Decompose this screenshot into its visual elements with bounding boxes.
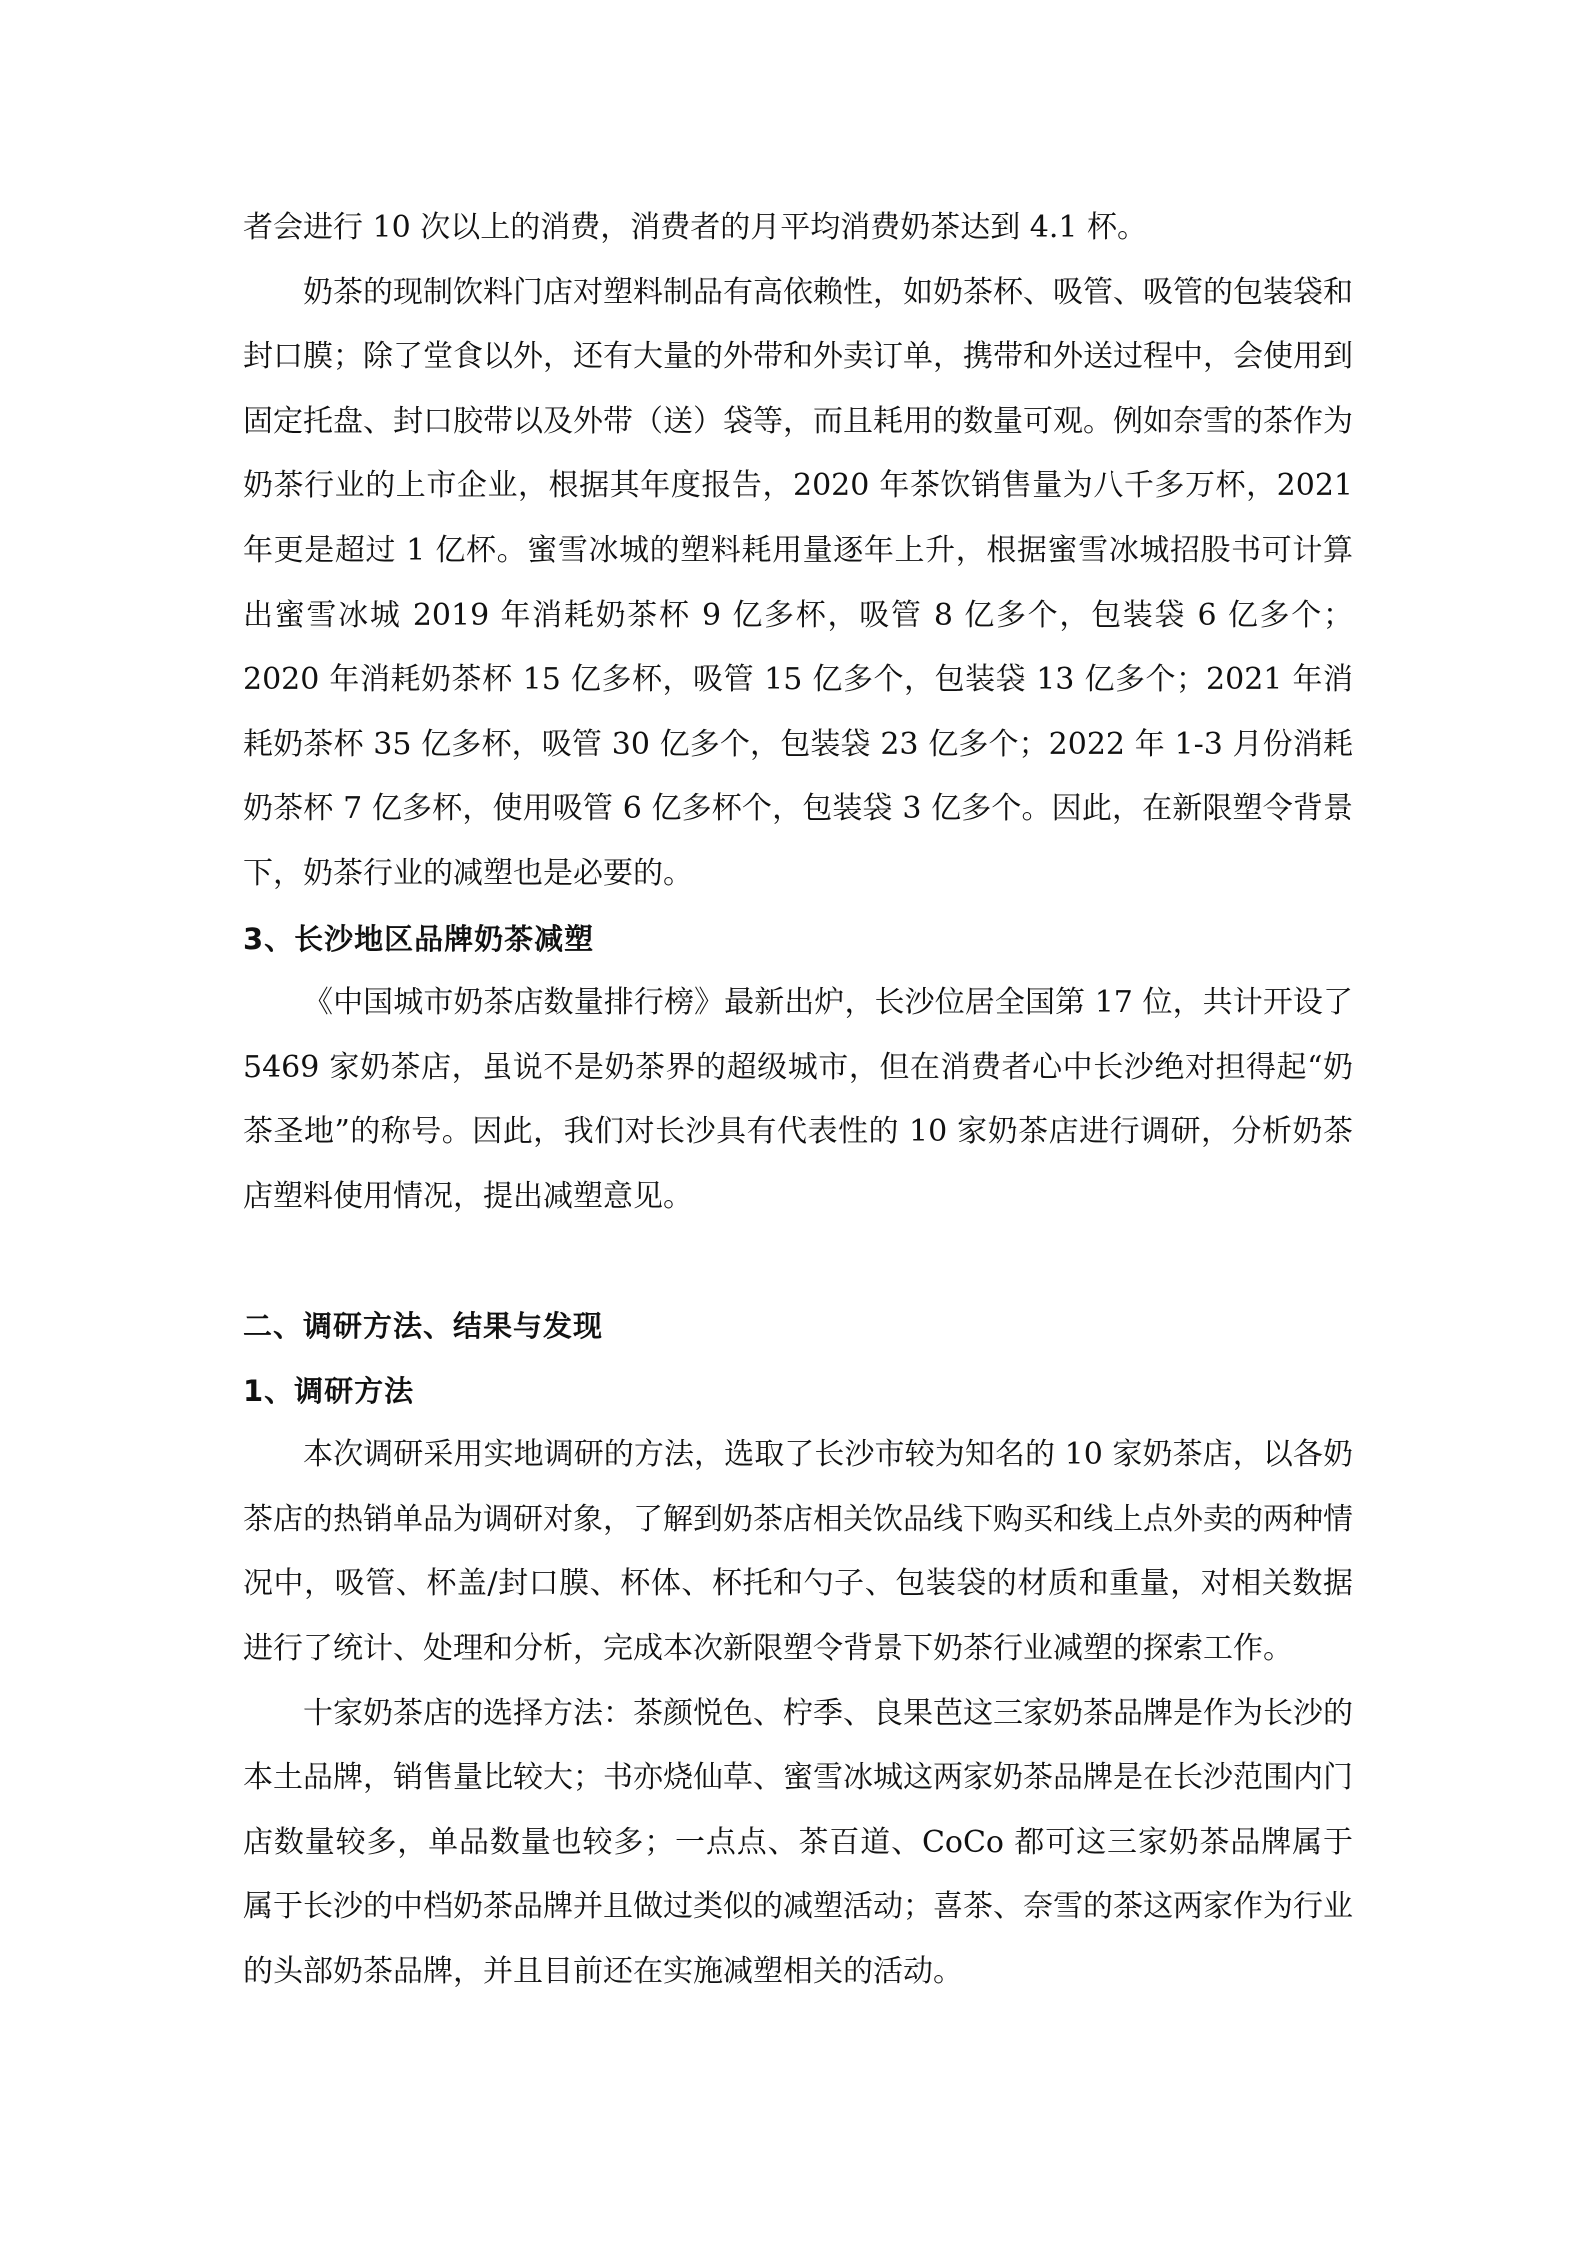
section-spacer (243, 1230, 1353, 1295)
paragraph-changsha-ranking: 《中国城市奶茶店数量排行榜》最新出炉，长沙位居全国第 17 位，共计开设了 5469 家奶茶店，虽说不是奶茶界的超级城市，但在消费者心中长沙绝对担得起“奶茶圣地”的称号。因此，我们对长沙具有代表性的 10 家奶茶店进行调研，分析奶茶店塑料使用情况，提出减塑意见。 (243, 985, 1353, 1214)
paragraph-store-selection: 十家奶茶店的选择方法：茶颜悦色、柠季、良果芭这三家奶茶品牌是作为长沙的本土品牌，销售量比较大；书亦烧仙草、蜜雪冰城这两家奶茶品牌是在长沙范围内门店数量较多，单品数量也较多；一点点、茶百道、CoCo 都可这三家奶茶品牌属于属于长沙的中档奶茶品牌并且做过类似的减塑活动；喜茶、奈雪的茶这两家作为行业的头部奶茶品牌，并且目前还在实施减塑相关的活动。 (243, 1695, 1353, 1990)
document-page (243, 196, 1353, 2005)
paragraph-plastic-dependence: 奶茶的现制饮料门店对塑料制品有高依赖性，如奶茶杯、吸管、吸管的包装袋和封口膜；除了堂食以外，还有大量的外带和外卖订单，携带和外送过程中，会使用到固定托盘、封口胶带以及外带（送）袋等，而且耗用的数量可观。例如奈雪的茶作为奶茶行业的上市企业，根据其年度报告，2020 年茶饮销售量为八千多万杯，2021 年更是超过 1 亿杯。蜜雪冰城的塑料耗用量逐年上升，根据蜜雪冰城招股书可计算出蜜雪冰城 2019 年消耗奶茶杯 9 亿多杯，吸管 8 亿多个，包装袋 6 亿多个；2020 年消耗奶茶杯 15 亿多杯，吸管 15 亿多个，包装袋 13 亿多个；2021 年消耗奶茶杯 35 亿多杯，吸管 30 亿多个，包装袋 23 亿多个；2022 年 1-3 月份消耗奶茶杯 7 亿多杯，使用吸管 6 亿多杯个，包装袋 3 亿多个。因此，在新限塑令背景下，奶茶行业的减塑也是必要的。 (243, 274, 1353, 891)
subheading-research-method: 1、调研方法 (243, 1373, 415, 1408)
paragraph-research-method: 本次调研采用实地调研的方法，选取了长沙市较为知名的 10 家奶茶店，以各奶茶店的热销单品为调研对象，了解到奶茶店相关饮品线下购买和线上点外卖的两种情况中，吸管、杯盖/封口膜、杯体、杯托和勺子、包装袋的材质和重量，对相关数据进行了统计、处理和分析，完成本次新限塑令背景下奶茶行业减塑的探索工作。 (243, 1437, 1353, 1667)
paragraph-continuation: 者会进行 10 次以上的消费，消费者的月平均消费奶茶达到 4.1 杯。 (243, 210, 1148, 245)
subheading-changsha-brands: 3、长沙地区品牌奶茶减塑 (243, 921, 595, 956)
section-heading-methods-results: 二、调研方法、结果与发现 (243, 1309, 604, 1344)
